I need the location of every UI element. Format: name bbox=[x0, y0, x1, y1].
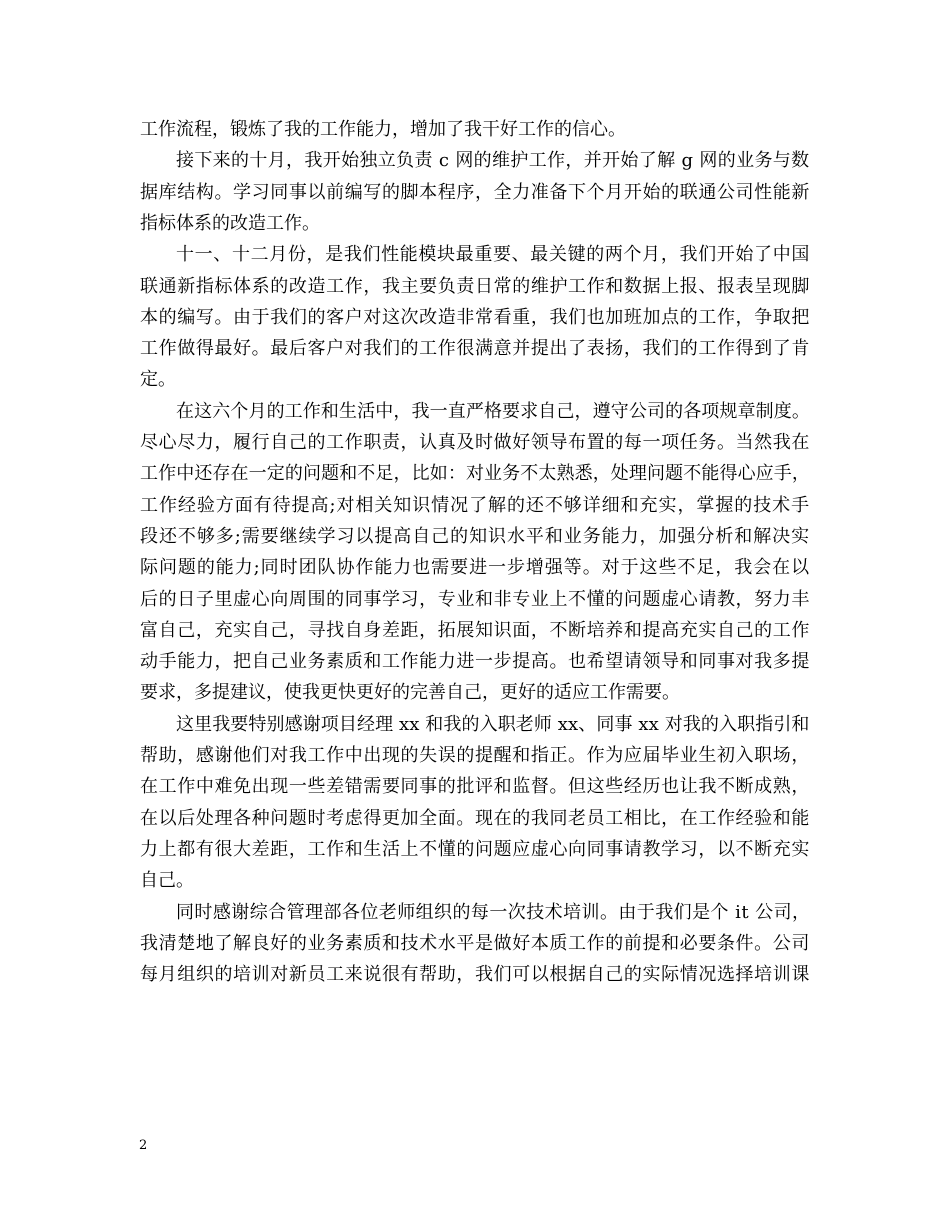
text-line: 富自己，充实自己，寻找自身差距，拓展知识面，不断培养和提高充实自己的工作 bbox=[140, 619, 810, 641]
text-line: 动手能力，把自己业务素质和工作能力进一步提高。也希望请领导和同事对我多提 bbox=[140, 651, 810, 673]
text-line: 段还不够多;需要继续学习以提高自己的知识水平和业务能力，加强分析和解决实 bbox=[140, 525, 811, 547]
paragraph-first-line: 在这六个月的工作和生活中，我一直严格要求自己，遵守公司的各项规章制度。 bbox=[176, 400, 810, 422]
text-line: 联通新指标体系的改造工作，我主要负责日常的维护工作和数据上报、报表呈现脚 bbox=[140, 275, 810, 297]
text-line: 后的日子里虚心向周围的同事学习，专业和非专业上不懂的问题虚心请教，努力丰 bbox=[140, 588, 810, 610]
text-line: 要求，多提建议，使我更快更好的完善自己，更好的适应工作需要。 bbox=[140, 682, 680, 704]
text-line: 定。 bbox=[140, 369, 176, 391]
text-line: 工作流程，锻炼了我的工作能力，增加了我干好工作的信心。 bbox=[140, 119, 626, 140]
paragraph-first-line: 十一、十二月份，是我们性能模块最重要、最关键的两个月，我们开始了中国 bbox=[176, 244, 810, 266]
text-line: 我清楚地了解良好的业务素质和技术水平是做好本质工作的前提和必要条件。公司 bbox=[140, 932, 810, 954]
text-line: 工作中还存在一定的问题和不足，比如：对业务不太熟悉，处理问题不能得心应手， bbox=[140, 463, 810, 485]
text-line: 帮助，感谢他们对我工作中出现的失误的提醒和指正。作为应届毕业生初入职场， bbox=[140, 745, 810, 766]
paragraph-first-line: 这里我要特别感谢项目经理 xx 和我的入职老师 xx、同事 xx 对我的入职指引和 bbox=[176, 713, 810, 735]
paragraph-first-line: 同时感谢综合管理部各位老师组织的每一次技术培训。由于我们是个 it 公司， bbox=[176, 901, 811, 923]
text-line: 工作经验方面有待提高;对相关知识情况了解的还不够详细和充实，掌握的技术手 bbox=[140, 494, 811, 516]
text-line: 际问题的能力;同时团队协作能力也需要进一步增强等。对于这些不足，我会在以 bbox=[140, 557, 811, 579]
text-line: 在工作中难免出现一些差错需要同事的批评和监督。但这些经历也让我不断成熟， bbox=[140, 776, 810, 798]
text-line: 每月组织的培训对新员工来说很有帮助，我们可以根据自己的实际情况选择培训课 bbox=[140, 964, 810, 986]
text-line: 据库结构。学习同事以前编写的脚本程序，全力准备下个月开始的联通公司性能新 bbox=[140, 181, 810, 203]
text-line: 自己。 bbox=[140, 870, 194, 892]
text-line: 指标体系的改造工作。 bbox=[140, 212, 320, 234]
text-line: 本的编写。由于我们的客户对这次改造非常看重，我们也加班加点的工作，争取把 bbox=[140, 306, 810, 328]
text-line: 工作做得最好。最后客户对我们的工作很满意并提出了表扬，我们的工作得到了肯 bbox=[140, 338, 810, 360]
text-line: 尽心尽力，履行自己的工作职责，认真及时做好领导布置的每一项任务。当然我在 bbox=[140, 432, 810, 453]
text-line: 在以后处理各种问题时考虑得更加全面。现在的我同老员工相比，在工作经验和能 bbox=[140, 807, 810, 829]
page-number: 2 bbox=[139, 1138, 148, 1153]
text-line: 力上都有很大差距，工作和生活上不懂的问题应虚心向同事请教学习，以不断充实 bbox=[140, 838, 810, 860]
paragraph-first-line: 接下来的十月，我开始独立负责 c 网的维护工作，并开始了解 g 网的业务与数 bbox=[176, 150, 810, 172]
